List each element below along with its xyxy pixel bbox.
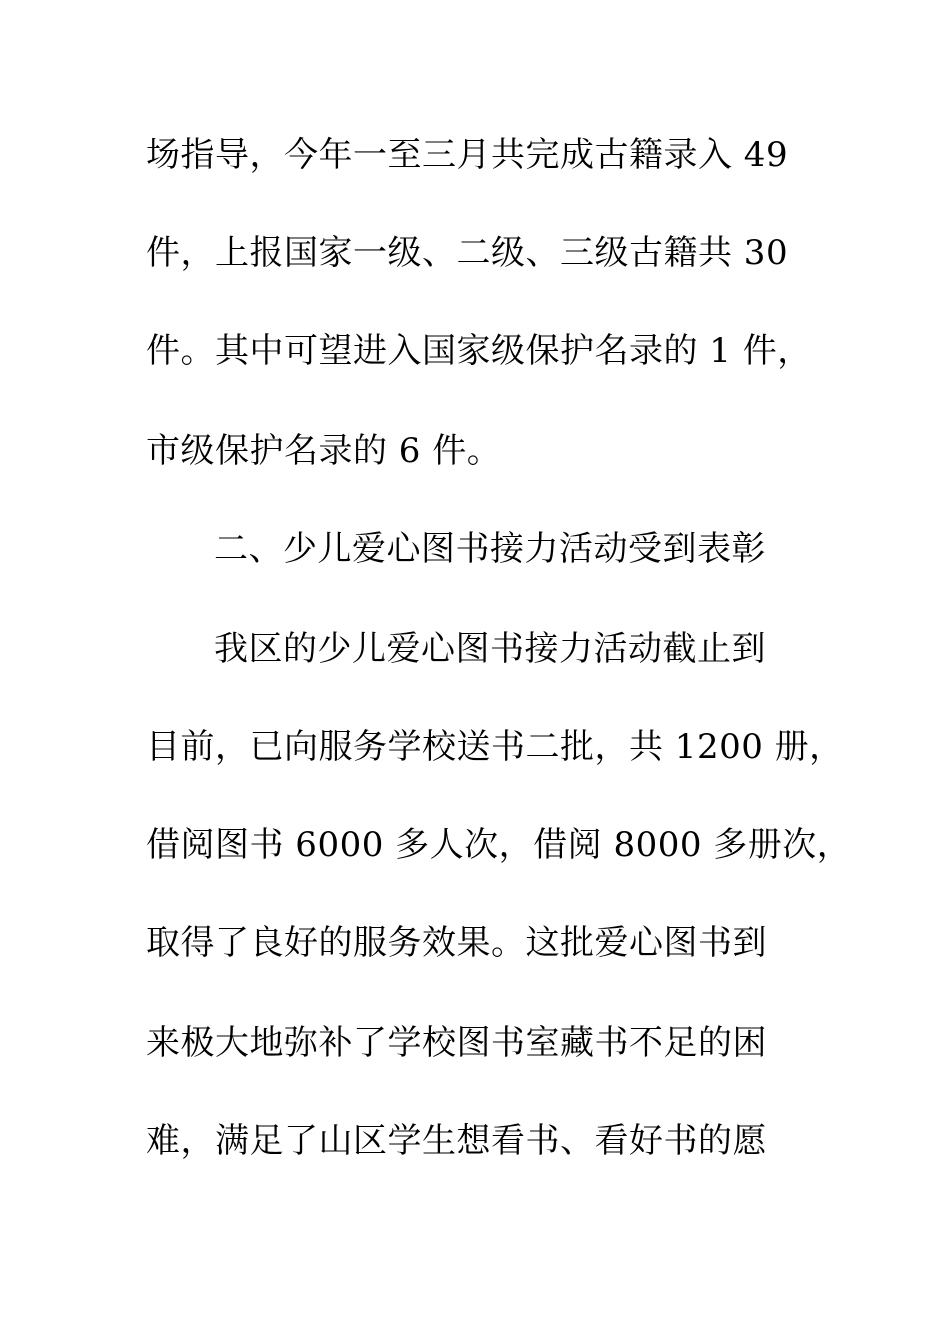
paragraph-line-9: 来极大地弥补了学校图书室藏书不足的困 <box>146 1023 767 1063</box>
paragraph-line-3: 件。其中可望进入国家级保护名录的 1 件， <box>146 331 812 371</box>
paragraph-line-2: 件，上报国家一级、二级、三级古籍共 30 <box>146 233 789 273</box>
paragraph-line-8: 取得了良好的服务效果。这批爱心图书到 <box>146 923 767 963</box>
section-heading: 二、少儿爱心图书接力活动受到表彰 <box>214 529 766 569</box>
paragraph-line-6: 目前，已向服务学校送书二批，共 1200 册， <box>146 727 844 767</box>
paragraph-line-5: 我区的少儿爱心图书接力活动截止到 <box>214 629 766 669</box>
paragraph-line-1: 场指导，今年一至三月共完成古籍录入 49 <box>146 135 789 175</box>
paragraph-line-7: 借阅图书 6000 多人次，借阅 8000 多册次， <box>146 825 852 865</box>
paragraph-line-4: 市级保护名录的 6 件。 <box>146 431 502 471</box>
paragraph-line-10: 难，满足了山区学生想看书、看好书的愿 <box>146 1121 767 1161</box>
